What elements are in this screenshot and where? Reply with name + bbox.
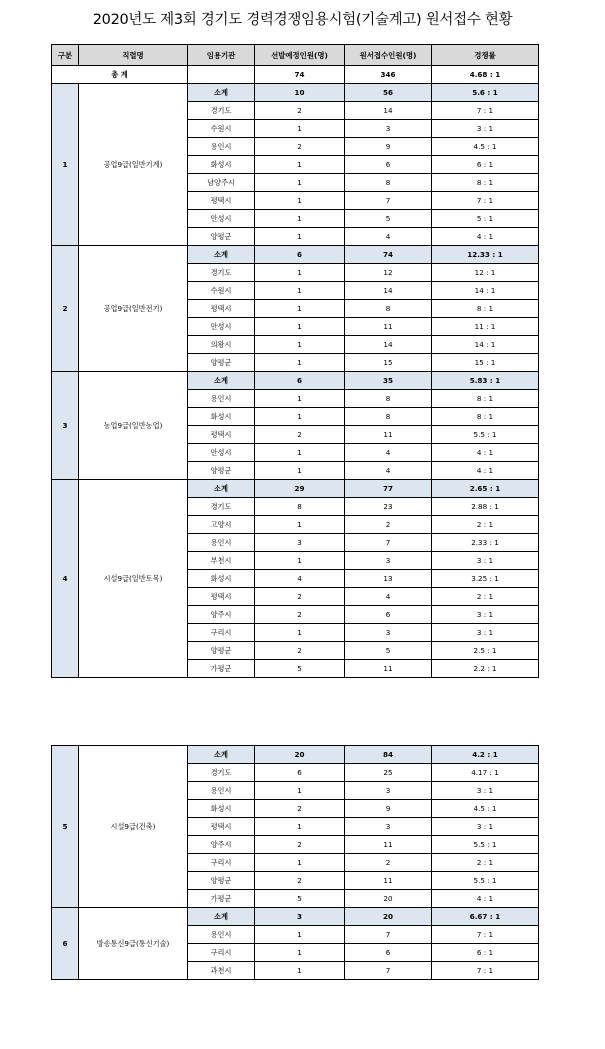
org-cell: 화성시 <box>188 156 255 174</box>
applied-cell: 6 <box>345 606 432 624</box>
ratio-cell: 14 : 1 <box>432 336 539 354</box>
org-cell: 경기도 <box>188 498 255 516</box>
ratio-cell: 4.2 : 1 <box>432 746 539 764</box>
subtotal-row <box>52 246 539 264</box>
selected-cell: 20 <box>255 746 345 764</box>
applied-cell: 14 <box>345 336 432 354</box>
selected-cell: 29 <box>255 480 345 498</box>
selected-cell: 3 <box>255 534 345 552</box>
selected-cell: 1 <box>255 282 345 300</box>
applied-cell: 8 <box>345 174 432 192</box>
ratio-cell: 6.67 : 1 <box>432 908 539 926</box>
selected-cell: 2 <box>255 102 345 120</box>
ratio-cell: 4.5 : 1 <box>432 138 539 156</box>
group-number: 1 <box>52 84 79 246</box>
selected-cell: 1 <box>255 782 345 800</box>
page-title: 2020년도 제3회 경기도 경력경쟁임용시험(기술계고) 원서접수 현황 <box>92 12 513 28</box>
total-row <box>52 66 539 84</box>
applied-cell: 6 <box>345 944 432 962</box>
selected-cell: 1 <box>255 408 345 426</box>
applied-cell: 2 <box>345 854 432 872</box>
ratio-cell: 7 : 1 <box>432 102 539 120</box>
selected-cell: 1 <box>255 516 345 534</box>
org-cell: 양평군 <box>188 642 255 660</box>
org-cell: 수원시 <box>188 282 255 300</box>
ratio-cell: 3 : 1 <box>432 818 539 836</box>
selected-cell: 1 <box>255 192 345 210</box>
org-cell: 안성시 <box>188 210 255 228</box>
selected-cell: 1 <box>255 228 345 246</box>
selected-cell: 1 <box>255 552 345 570</box>
ratio-cell: 15 : 1 <box>432 354 539 372</box>
subtotal-row <box>52 372 539 390</box>
selected-cell: 2 <box>255 606 345 624</box>
selected-cell: 3 <box>255 908 345 926</box>
applied-cell: 13 <box>345 570 432 588</box>
org-cell: 구리시 <box>188 944 255 962</box>
org-cell: 평택시 <box>188 192 255 210</box>
org-cell: 남양주시 <box>188 174 255 192</box>
org-cell: 소계 <box>188 908 255 926</box>
ratio-cell: 3 : 1 <box>432 606 539 624</box>
applied-cell: 20 <box>345 890 432 908</box>
selected-cell: 1 <box>255 926 345 944</box>
ratio-cell: 6 : 1 <box>432 944 539 962</box>
org-cell: 소계 <box>188 480 255 498</box>
total-label: 총 계 <box>52 66 188 84</box>
ratio-cell: 6 : 1 <box>432 156 539 174</box>
ratio-cell: 4.17 : 1 <box>432 764 539 782</box>
total-selected: 74 <box>255 66 345 84</box>
ratio-cell: 5.5 : 1 <box>432 836 539 854</box>
selected-cell: 1 <box>255 300 345 318</box>
job-title: 공업9급(일반전기) <box>79 246 188 372</box>
applied-cell: 7 <box>345 534 432 552</box>
org-cell: 경기도 <box>188 102 255 120</box>
subtotal-row <box>52 746 539 764</box>
total-ratio: 4.68 : 1 <box>432 66 539 84</box>
selected-cell: 2 <box>255 588 345 606</box>
selected-cell: 1 <box>255 156 345 174</box>
selected-cell: 2 <box>255 426 345 444</box>
org-cell: 소계 <box>188 246 255 264</box>
job-title: 시설9급(일반토목) <box>79 480 188 678</box>
applied-cell: 7 <box>345 926 432 944</box>
org-cell: 소계 <box>188 84 255 102</box>
header-selected: 선발예정인원(명) <box>255 45 345 66</box>
selected-cell: 1 <box>255 336 345 354</box>
ratio-cell: 12.33 : 1 <box>432 246 539 264</box>
org-cell: 소계 <box>188 372 255 390</box>
selected-cell: 1 <box>255 318 345 336</box>
table-header-row <box>52 45 539 66</box>
org-cell: 경기도 <box>188 264 255 282</box>
org-cell: 화성시 <box>188 800 255 818</box>
ratio-cell: 8 : 1 <box>432 408 539 426</box>
ratio-cell: 3 : 1 <box>432 120 539 138</box>
org-cell: 양주시 <box>188 836 255 854</box>
selected-cell: 1 <box>255 120 345 138</box>
group-number: 2 <box>52 246 79 372</box>
ratio-cell: 2 : 1 <box>432 516 539 534</box>
org-cell: 구리시 <box>188 854 255 872</box>
org-cell: 양평군 <box>188 872 255 890</box>
subtotal-row <box>52 908 539 926</box>
org-cell: 구리시 <box>188 624 255 642</box>
group-number: 6 <box>52 908 79 980</box>
ratio-cell: 4 : 1 <box>432 462 539 480</box>
ratio-cell: 2.88 : 1 <box>432 498 539 516</box>
applied-cell: 20 <box>345 908 432 926</box>
org-cell: 양주시 <box>188 606 255 624</box>
org-cell: 평택시 <box>188 426 255 444</box>
subtotal-row <box>52 84 539 102</box>
org-cell: 평택시 <box>188 818 255 836</box>
selected-cell: 1 <box>255 210 345 228</box>
applied-cell: 3 <box>345 552 432 570</box>
org-cell: 과천시 <box>188 962 255 980</box>
ratio-cell: 7 : 1 <box>432 926 539 944</box>
selected-cell: 1 <box>255 462 345 480</box>
selected-cell: 6 <box>255 246 345 264</box>
selected-cell: 1 <box>255 174 345 192</box>
recruitment-table-1 <box>51 44 539 678</box>
applied-cell: 9 <box>345 138 432 156</box>
ratio-cell: 2 : 1 <box>432 854 539 872</box>
applied-cell: 3 <box>345 624 432 642</box>
ratio-cell: 3 : 1 <box>432 624 539 642</box>
org-cell: 의왕시 <box>188 336 255 354</box>
applied-cell: 23 <box>345 498 432 516</box>
selected-cell: 6 <box>255 372 345 390</box>
org-cell: 경기도 <box>188 764 255 782</box>
header-job: 직렬명 <box>79 45 188 66</box>
org-cell: 부천시 <box>188 552 255 570</box>
org-cell: 용인시 <box>188 782 255 800</box>
org-cell: 양평군 <box>188 354 255 372</box>
ratio-cell: 8 : 1 <box>432 174 539 192</box>
ratio-cell: 3.25 : 1 <box>432 570 539 588</box>
selected-cell: 1 <box>255 444 345 462</box>
job-title: 공업9급(일반기계) <box>79 84 188 246</box>
ratio-cell: 7 : 1 <box>432 962 539 980</box>
applied-cell: 4 <box>345 588 432 606</box>
selected-cell: 1 <box>255 962 345 980</box>
subtotal-row <box>52 480 539 498</box>
org-cell: 수원시 <box>188 120 255 138</box>
selected-cell: 1 <box>255 390 345 408</box>
group-number: 5 <box>52 746 79 908</box>
selected-cell: 1 <box>255 854 345 872</box>
ratio-cell: 5.6 : 1 <box>432 84 539 102</box>
selected-cell: 5 <box>255 660 345 678</box>
applied-cell: 25 <box>345 764 432 782</box>
applied-cell: 2 <box>345 516 432 534</box>
group-number: 4 <box>52 480 79 678</box>
selected-cell: 2 <box>255 642 345 660</box>
applied-cell: 35 <box>345 372 432 390</box>
job-title: 방송통신9급(통신기술) <box>79 908 188 980</box>
org-cell: 화성시 <box>188 570 255 588</box>
ratio-cell: 4 : 1 <box>432 228 539 246</box>
org-cell: 양평군 <box>188 462 255 480</box>
org-cell: 용인시 <box>188 390 255 408</box>
total-applied: 346 <box>345 66 432 84</box>
ratio-cell: 2.65 : 1 <box>432 480 539 498</box>
ratio-cell: 4 : 1 <box>432 444 539 462</box>
group-number: 3 <box>52 372 79 480</box>
applied-cell: 8 <box>345 408 432 426</box>
applied-cell: 3 <box>345 120 432 138</box>
org-cell: 안성시 <box>188 444 255 462</box>
ratio-cell: 2.33 : 1 <box>432 534 539 552</box>
applied-cell: 14 <box>345 102 432 120</box>
applied-cell: 8 <box>345 300 432 318</box>
org-cell: 소계 <box>188 746 255 764</box>
ratio-cell: 12 : 1 <box>432 264 539 282</box>
ratio-cell: 7 : 1 <box>432 192 539 210</box>
ratio-cell: 4.5 : 1 <box>432 800 539 818</box>
header-ratio: 경쟁률 <box>432 45 539 66</box>
selected-cell: 1 <box>255 944 345 962</box>
selected-cell: 1 <box>255 624 345 642</box>
org-cell: 가평군 <box>188 890 255 908</box>
job-title: 농업9급(일반농업) <box>79 372 188 480</box>
applied-cell: 4 <box>345 228 432 246</box>
selected-cell: 1 <box>255 818 345 836</box>
selected-cell: 5 <box>255 890 345 908</box>
org-cell: 양평군 <box>188 228 255 246</box>
applied-cell: 3 <box>345 818 432 836</box>
org-cell: 가평군 <box>188 660 255 678</box>
org-cell: 안성시 <box>188 318 255 336</box>
applied-cell: 12 <box>345 264 432 282</box>
ratio-cell: 5 : 1 <box>432 210 539 228</box>
org-cell: 용인시 <box>188 926 255 944</box>
applied-cell: 4 <box>345 462 432 480</box>
selected-cell: 4 <box>255 570 345 588</box>
ratio-cell: 5.5 : 1 <box>432 426 539 444</box>
applied-cell: 77 <box>345 480 432 498</box>
applied-cell: 84 <box>345 746 432 764</box>
applied-cell: 5 <box>345 642 432 660</box>
selected-cell: 2 <box>255 872 345 890</box>
ratio-cell: 8 : 1 <box>432 390 539 408</box>
applied-cell: 56 <box>345 84 432 102</box>
selected-cell: 2 <box>255 138 345 156</box>
applied-cell: 11 <box>345 660 432 678</box>
ratio-cell: 3 : 1 <box>432 552 539 570</box>
ratio-cell: 11 : 1 <box>432 318 539 336</box>
selected-cell: 1 <box>255 264 345 282</box>
ratio-cell: 2.2 : 1 <box>432 660 539 678</box>
org-cell: 용인시 <box>188 138 255 156</box>
ratio-cell: 14 : 1 <box>432 282 539 300</box>
selected-cell: 6 <box>255 764 345 782</box>
org-cell: 평택시 <box>188 588 255 606</box>
ratio-cell: 8 : 1 <box>432 300 539 318</box>
selected-cell: 1 <box>255 354 345 372</box>
ratio-cell: 3 : 1 <box>432 782 539 800</box>
applied-cell: 74 <box>345 246 432 264</box>
selected-cell: 10 <box>255 84 345 102</box>
applied-cell: 3 <box>345 782 432 800</box>
ratio-cell: 5.83 : 1 <box>432 372 539 390</box>
recruitment-table-2 <box>51 745 539 980</box>
org-cell: 평택시 <box>188 300 255 318</box>
selected-cell: 8 <box>255 498 345 516</box>
ratio-cell: 5.5 : 1 <box>432 872 539 890</box>
ratio-cell: 2 : 1 <box>432 588 539 606</box>
applied-cell: 11 <box>345 872 432 890</box>
selected-cell: 2 <box>255 836 345 854</box>
applied-cell: 15 <box>345 354 432 372</box>
header-org: 임용기관 <box>188 45 255 66</box>
applied-cell: 14 <box>345 282 432 300</box>
org-cell: 화성시 <box>188 408 255 426</box>
applied-cell: 11 <box>345 426 432 444</box>
header-category: 구분 <box>52 45 79 66</box>
ratio-cell: 4 : 1 <box>432 890 539 908</box>
applied-cell: 6 <box>345 156 432 174</box>
applied-cell: 4 <box>345 444 432 462</box>
job-title: 시설9급(건축) <box>79 746 188 908</box>
applied-cell: 5 <box>345 210 432 228</box>
org-cell: 고양시 <box>188 516 255 534</box>
applied-cell: 8 <box>345 390 432 408</box>
selected-cell: 2 <box>255 800 345 818</box>
org-cell: 용인시 <box>188 534 255 552</box>
applied-cell: 11 <box>345 836 432 854</box>
applied-cell: 11 <box>345 318 432 336</box>
ratio-cell: 2.5 : 1 <box>432 642 539 660</box>
applied-cell: 7 <box>345 192 432 210</box>
applied-cell: 7 <box>345 962 432 980</box>
header-applied: 원서접수인원(명) <box>345 45 432 66</box>
total-org <box>188 66 255 84</box>
applied-cell: 9 <box>345 800 432 818</box>
